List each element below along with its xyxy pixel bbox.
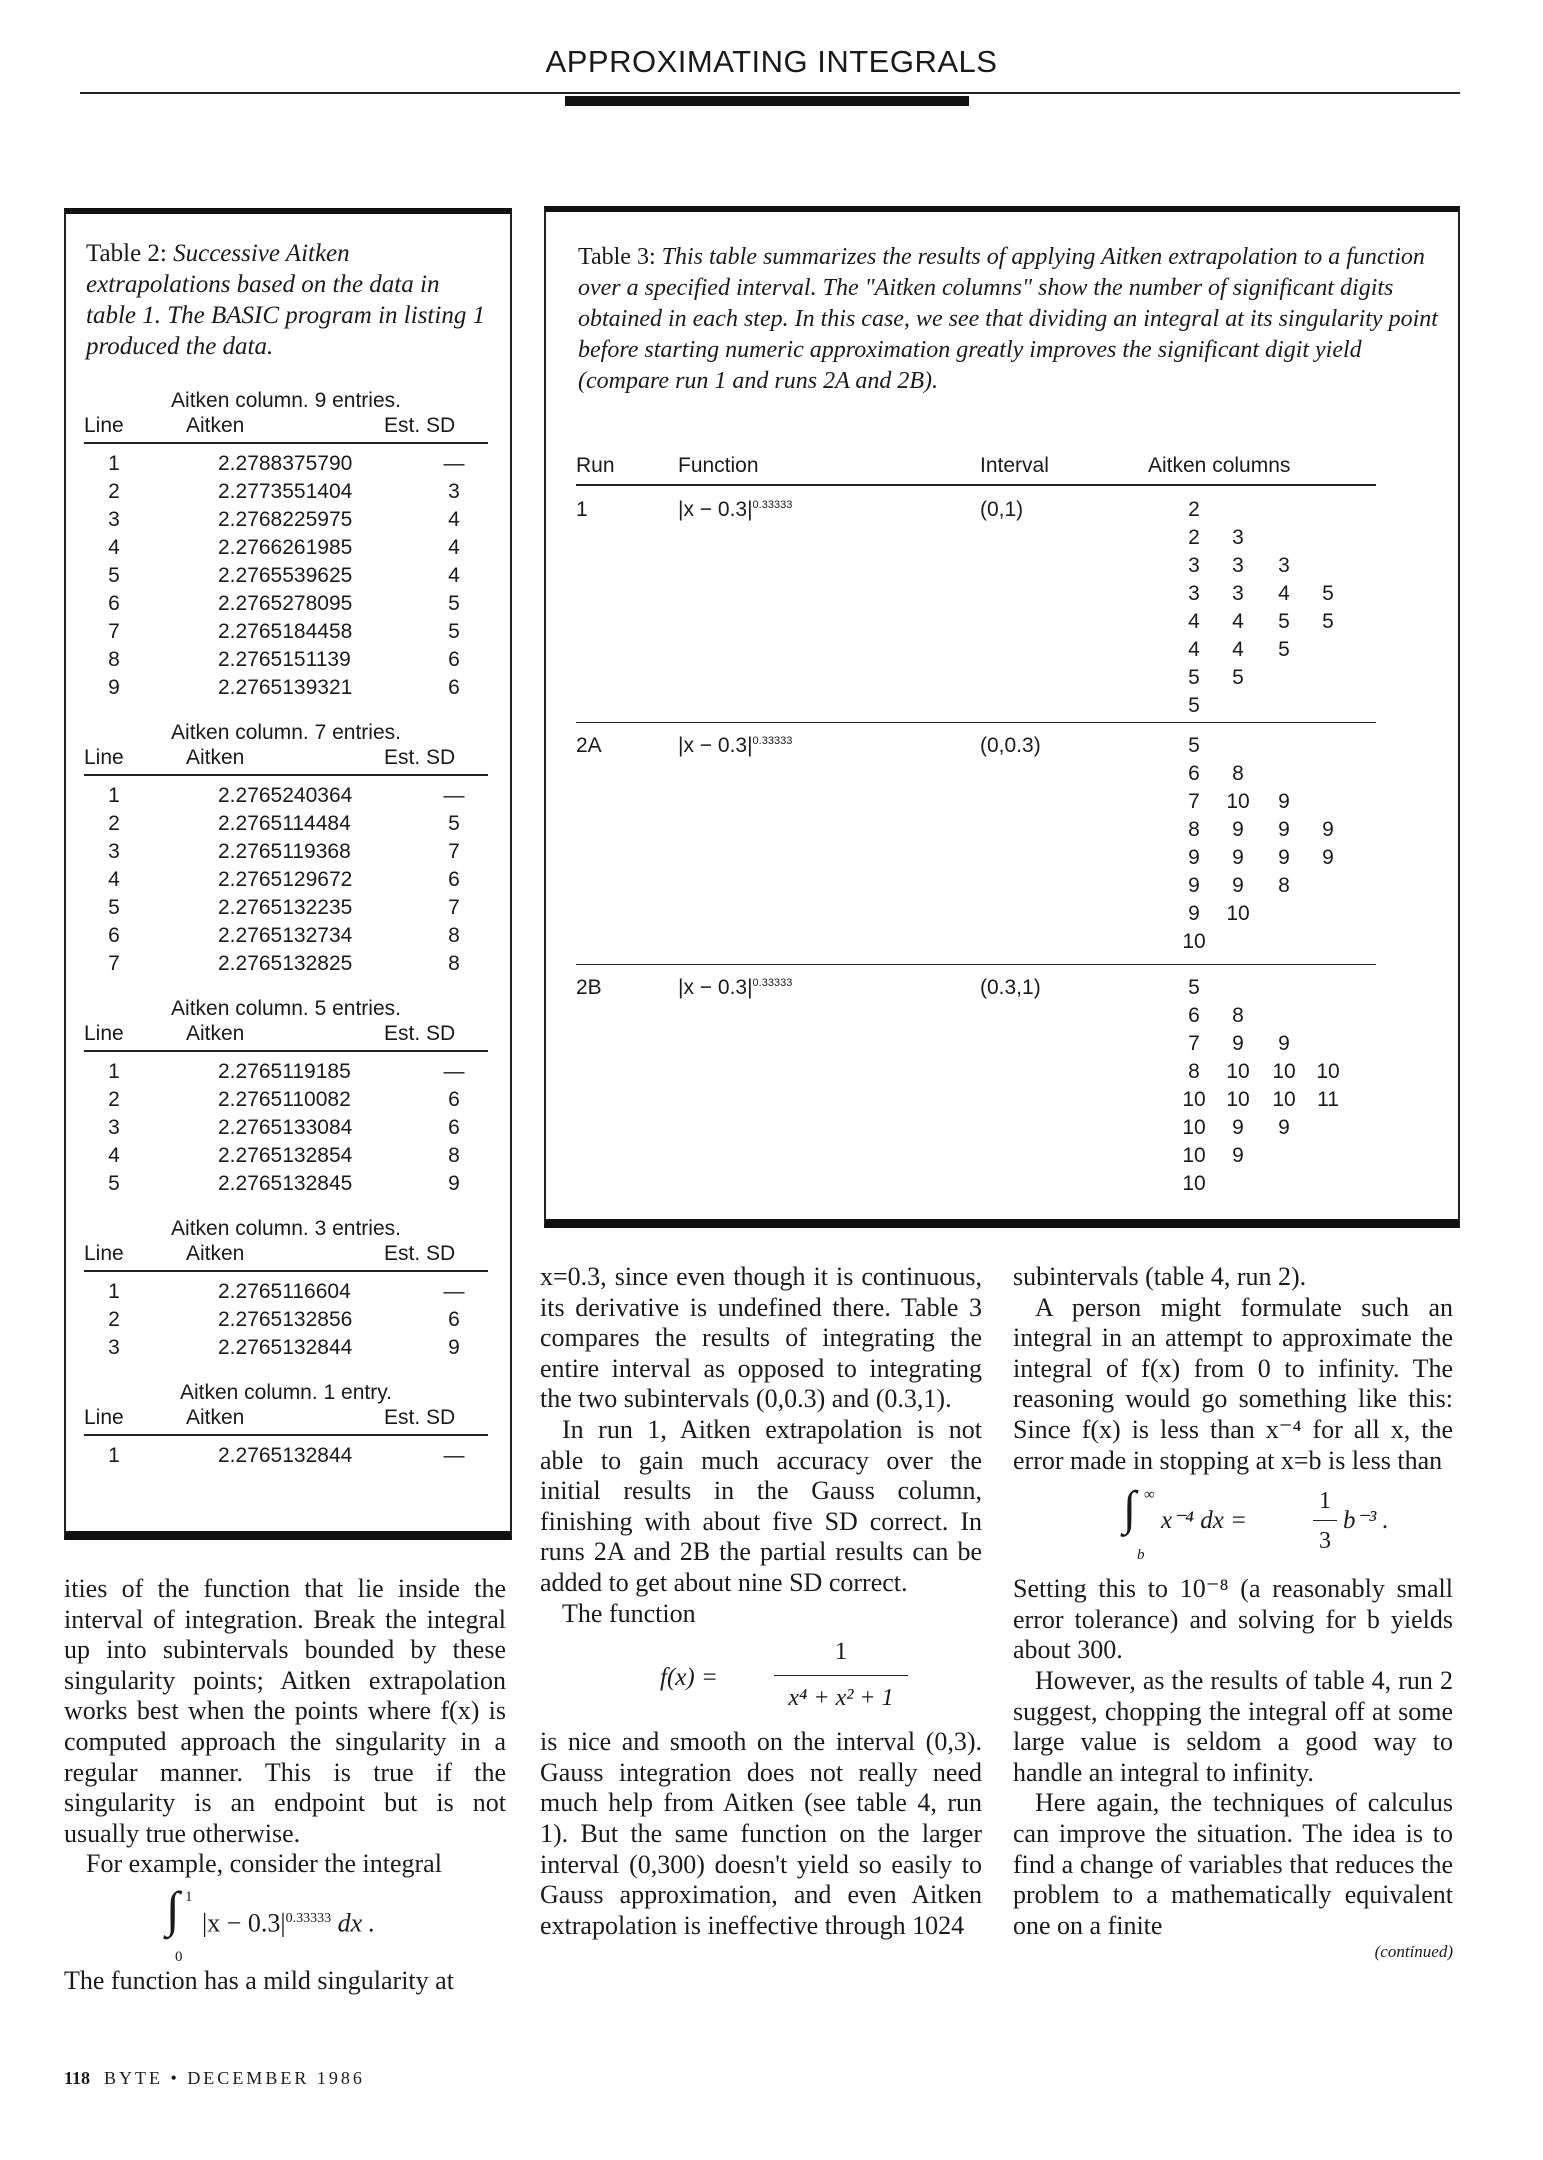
formula-denominator: x⁴ + x² + 1 — [788, 1685, 894, 1712]
formula-numerator: 1 — [834, 1638, 848, 1666]
line-cell: 1 — [108, 1060, 120, 1083]
table2-column-header: Line — [84, 1406, 124, 1429]
line-cell: 8 — [108, 648, 120, 671]
line-cell: 9 — [108, 676, 120, 699]
table-row — [84, 564, 488, 592]
aitken-digit-cell: 5 — [1278, 610, 1290, 633]
line-cell: 5 — [108, 564, 120, 587]
est-sd-cell: 5 — [448, 812, 460, 835]
table2-column-header: Aitken — [186, 414, 245, 437]
est-sd-cell: 6 — [448, 1088, 460, 1111]
aitken-digit-cell: 6 — [1188, 762, 1200, 785]
table3-column-header: Function — [678, 454, 759, 477]
table2-column-header: Est. SD — [384, 1406, 456, 1429]
table3-function — [678, 976, 792, 1004]
col2-formula — [540, 1629, 982, 1727]
line-cell: 1 — [108, 1280, 120, 1303]
aitken-digit-cell: 9 — [1322, 818, 1334, 841]
col1-paragraph-2: For example, consider the integral — [86, 1849, 442, 1879]
table-row — [84, 924, 488, 952]
aitken-cell: 2.2765139321 — [218, 676, 353, 699]
integral-lower: 0 — [175, 1948, 183, 1965]
table-row — [84, 1308, 488, 1336]
table2-column-header: Aitken — [186, 746, 245, 769]
aitken-cell: 2.2765132235 — [218, 896, 353, 919]
aitken-cell: 2.2765119185 — [218, 1060, 351, 1083]
table2-caption-text: Successive Aitken extrapolations based on the data in table 1. The BASIC program in listing 1 produced the data. — [86, 240, 486, 360]
table-row — [84, 784, 488, 812]
aitken-digit-cell: 10 — [1226, 790, 1250, 813]
col3-formula — [1013, 1476, 1453, 1574]
page-footer — [64, 2068, 365, 2089]
aitken-cell: 2.2765116604 — [218, 1280, 351, 1303]
aitken-digit-cell: 7 — [1188, 1032, 1200, 1055]
col2-paragraph-3: The function — [562, 1598, 696, 1628]
aitken-digit-cell: 5 — [1188, 734, 1200, 757]
function-base: |x − 0.3| — [678, 976, 753, 999]
aitken-digit-cell: 8 — [1278, 874, 1290, 897]
header-bar — [565, 96, 969, 106]
aitken-digit-cell: 6 — [1188, 1004, 1200, 1027]
table2-column-header: Line — [84, 414, 124, 437]
table-row — [84, 1060, 488, 1088]
table-row — [84, 592, 488, 620]
aitken-digit-cell: 9 — [1278, 1032, 1290, 1055]
integral-sign: ∫ — [166, 1880, 180, 1937]
table3-interval: (0,0.3) — [980, 734, 1041, 757]
integral-upper: ∞ — [1144, 1487, 1155, 1504]
line-cell: 3 — [108, 840, 120, 863]
table-row — [84, 676, 488, 704]
table3-interval: (0.3,1) — [980, 976, 1041, 999]
aitken-digit-cell: 10 — [1226, 1060, 1250, 1083]
page-header-title: APPROXIMATING INTEGRALS — [545, 44, 998, 79]
line-cell: 3 — [108, 508, 120, 531]
aitken-cell: 2.2765114484 — [218, 812, 351, 835]
line-cell: 5 — [108, 896, 120, 919]
col3-paragraph-2: A person might formulate such an integral in an attempt to approximate the integral of f(x) from 0 to infinity. The reasoning would go something like this: Since f(x) is less than x⁻⁴ for all x, the error made in stopping at x=b is less than — [1013, 1292, 1453, 1475]
table2-label: Table 2: — [86, 240, 167, 267]
table-row — [84, 648, 488, 676]
aitken-digit-cell: 9 — [1278, 790, 1290, 813]
column-1 — [64, 1574, 506, 1997]
table2-section — [84, 388, 488, 704]
table3-function — [678, 734, 792, 762]
table-row — [84, 452, 488, 480]
aitken-digit-cell: 9 — [1322, 846, 1334, 869]
table-row — [84, 1444, 488, 1472]
aitken-digit-cell: 2 — [1188, 526, 1200, 549]
aitken-digit-cell: 10 — [1272, 1060, 1296, 1083]
fraction-bar — [1313, 1520, 1337, 1521]
aitken-digit-cell: 10 — [1182, 1088, 1206, 1111]
col1-paragraph-3: The function has a mild singularity at — [64, 1965, 454, 1995]
aitken-digit-cell: 10 — [1272, 1088, 1296, 1111]
est-sd-cell: 6 — [448, 648, 460, 671]
table2-section-title: Aitken column. 7 entries. — [171, 721, 401, 744]
est-sd-cell: 8 — [448, 924, 460, 947]
aitken-digit-cell: 3 — [1232, 582, 1244, 605]
aitken-digit-cell: 3 — [1232, 554, 1244, 577]
table3-function — [678, 498, 792, 526]
aitken-digit-cell: 9 — [1232, 846, 1244, 869]
header-rule — [80, 92, 1460, 94]
aitken-digit-cell: 10 — [1182, 1116, 1206, 1139]
aitken-digit-cell: 9 — [1232, 874, 1244, 897]
table2-header-rule — [84, 1270, 488, 1272]
table-row — [84, 508, 488, 536]
formula-fraction-bar — [774, 1675, 908, 1676]
est-sd-cell: 6 — [448, 1308, 460, 1331]
footer-text: BYTE • DECEMBER 1986 — [104, 2068, 365, 2088]
line-cell: 3 — [108, 1116, 120, 1139]
est-sd-cell: 7 — [448, 896, 460, 919]
integral-upper: 1 — [185, 1888, 193, 1905]
aitken-cell: 2.2765110082 — [218, 1088, 351, 1111]
table2-column-header: Line — [84, 1242, 124, 1265]
aitken-cell: 2.2765129672 — [218, 868, 353, 891]
aitken-digit-cell: 10 — [1226, 1088, 1250, 1111]
line-cell: 1 — [108, 784, 120, 807]
table3-run-label: 2A — [576, 734, 602, 757]
table2-column-header: Est. SD — [384, 746, 456, 769]
aitken-digit-cell: 9 — [1278, 1116, 1290, 1139]
table2-column-header: Line — [84, 1022, 124, 1045]
table2-section-title: Aitken column. 3 entries. — [171, 1217, 401, 1240]
table2-header-row — [84, 1022, 488, 1048]
table-row — [84, 952, 488, 980]
function-exponent: 0.33333 — [752, 499, 793, 511]
col3-paragraph-1: subintervals (table 4, run 2). — [1013, 1262, 1307, 1291]
col2-paragraph-1: x=0.3, since even though it is continuous, its derivative is undefined there. Table 3 compares the results of integrating the entire interval as opposed to integrating the two subintervals (0,0.3) and (0.3,1). — [540, 1262, 982, 1414]
fraction-denominator: 3 — [1319, 1528, 1331, 1555]
aitken-digit-cell: 9 — [1188, 846, 1200, 869]
column-2 — [540, 1262, 982, 1941]
est-sd-cell: — — [443, 1280, 465, 1303]
est-sd-cell: — — [443, 784, 465, 807]
est-sd-cell: — — [443, 1444, 465, 1467]
line-cell: 3 — [108, 1336, 120, 1359]
line-cell: 2 — [108, 1308, 120, 1331]
est-sd-cell: 4 — [448, 564, 460, 587]
table2-header-rule — [84, 442, 488, 444]
table3-caption-text: This table summarizes the results of applying Aitken extrapolation to a function over a specified interval. The "Aitken columns" show the number of significant digits obtained in each step. In this case, we see that dividing an integral at its singularity point before starting numeric approximation greatly improves the significant digit yield (compare run 1 and runs 2A and 2B). — [578, 244, 1438, 394]
table-row — [84, 1144, 488, 1172]
aitken-cell: 2.2765151139 — [218, 648, 351, 671]
aitken-digit-cell: 3 — [1232, 526, 1244, 549]
aitken-cell: 2.2765119368 — [218, 840, 351, 863]
aitken-digit-cell: 8 — [1188, 818, 1200, 841]
aitken-cell: 2.2765132854 — [218, 1144, 353, 1167]
aitken-digit-cell: 4 — [1188, 638, 1200, 661]
est-sd-cell: 4 — [448, 508, 460, 531]
aitken-digit-cell: 9 — [1278, 846, 1290, 869]
table-row — [84, 1336, 488, 1364]
table2-column-header: Aitken — [186, 1242, 245, 1265]
table-row — [84, 536, 488, 564]
integral-tail: dx . — [331, 1908, 376, 1938]
aitken-cell: 2.2765133084 — [218, 1116, 353, 1139]
est-sd-cell: — — [443, 452, 465, 475]
aitken-cell: 2.2788375790 — [218, 452, 353, 475]
aitken-cell: 2.2765539625 — [218, 564, 353, 587]
table2-section-title: Aitken column. 1 entry. — [179, 1381, 393, 1404]
table2-header-row — [84, 746, 488, 772]
table2-column-header: Est. SD — [384, 1022, 456, 1045]
table3-run-label: 1 — [576, 498, 588, 521]
line-cell: 5 — [108, 1172, 120, 1195]
table2-section — [84, 720, 488, 980]
aitken-digit-cell: 9 — [1232, 1116, 1244, 1139]
est-sd-cell: 3 — [448, 480, 460, 503]
aitken-cell: 2.2768225975 — [218, 508, 353, 531]
col3-paragraph-4: However, as the results of table 4, run 2 suggest, chopping the integral off at some large value is seldom a good way to handle an integral to infinity. — [1013, 1665, 1453, 1787]
continued-label: (continued) — [1374, 1942, 1453, 1962]
table3 — [576, 454, 1440, 1214]
table2-header-rule — [84, 1050, 488, 1052]
aitken-digit-cell: 10 — [1182, 1144, 1206, 1167]
aitken-cell: 2.2765184458 — [218, 620, 353, 643]
function-base: |x − 0.3| — [678, 498, 753, 521]
est-sd-cell: 8 — [448, 952, 460, 975]
aitken-digit-cell: 9 — [1188, 902, 1200, 925]
aitken-digit-cell: 9 — [1232, 1032, 1244, 1055]
aitken-digit-cell: 5 — [1278, 638, 1290, 661]
page-number: 118 — [64, 2068, 91, 2088]
line-cell: 2 — [108, 1088, 120, 1111]
aitken-digit-cell: 7 — [1188, 790, 1200, 813]
table2-header-rule — [84, 1434, 488, 1436]
col2-paragraph-2: In run 1, Aitken extrapolation is not able to gain much accuracy over the initial results in the Gauss column, finishing with about five SD correct. In runs 2A and 2B the partial results can be added to get about nine SD correct. — [540, 1414, 982, 1597]
aitken-digit-cell: 9 — [1232, 1144, 1244, 1167]
est-sd-cell: 5 — [448, 592, 460, 615]
table2-column-header: Est. SD — [384, 414, 456, 437]
table2-column-header: Line — [84, 746, 124, 769]
aitken-digit-cell: 9 — [1278, 818, 1290, 841]
formula-lhs: f(x) = — [660, 1664, 718, 1692]
table3-column-header: Aitken columns — [1148, 454, 1291, 477]
table3-run-rule — [576, 722, 1376, 723]
line-cell: 7 — [108, 620, 120, 643]
aitken-digit-cell: 9 — [1232, 818, 1244, 841]
col1-integral — [64, 1880, 506, 1966]
col3-paragraph-5: Here again, the techniques of calculus can improve the situation. The idea is to find a change of variables that reduces the problem to a mathematically equivalent one on a finite — [1013, 1788, 1453, 1940]
integral-body: x⁻⁴ dx = — [1161, 1507, 1247, 1535]
est-sd-cell: 6 — [448, 676, 460, 699]
table3-interval: (0,1) — [980, 498, 1024, 521]
aitken-cell: 2.2765132844 — [218, 1444, 353, 1467]
integral-exp: 0.33333 — [285, 1910, 332, 1926]
aitken-digit-cell: 10 — [1182, 1172, 1206, 1195]
line-cell: 4 — [108, 1144, 120, 1167]
aitken-digit-cell: 5 — [1322, 610, 1334, 633]
table2 — [84, 388, 488, 1488]
aitken-digit-cell: 10 — [1226, 902, 1250, 925]
table3-label: Table 3: — [578, 244, 656, 270]
table-row — [84, 1088, 488, 1116]
line-cell: 2 — [108, 480, 120, 503]
line-cell: 1 — [108, 1444, 120, 1467]
table-row — [84, 620, 488, 648]
table2-header-row — [84, 1406, 488, 1432]
est-sd-cell: 9 — [448, 1172, 460, 1195]
table2-section-title: Aitken column. 9 entries. — [171, 389, 401, 412]
aitken-digit-cell: 10 — [1316, 1060, 1340, 1083]
function-exponent: 0.33333 — [752, 977, 793, 989]
table3-run-label: 2B — [576, 976, 602, 999]
function-exponent: 0.33333 — [752, 735, 793, 747]
est-sd-cell: 6 — [448, 1116, 460, 1139]
table2-section — [84, 1216, 488, 1364]
aitken-digit-cell: 4 — [1188, 610, 1200, 633]
line-cell: 4 — [108, 536, 120, 559]
aitken-digit-cell: 4 — [1232, 610, 1244, 633]
aitken-digit-cell: 4 — [1278, 582, 1290, 605]
aitken-cell: 2.2765132734 — [218, 924, 353, 947]
aitken-cell: 2.2765278095 — [218, 592, 353, 615]
table2-section — [84, 1380, 488, 1472]
est-sd-cell: 4 — [448, 536, 460, 559]
aitken-digit-cell: 4 — [1232, 638, 1244, 661]
est-sd-cell: 9 — [448, 1336, 460, 1359]
table2-section-title: Aitken column. 5 entries. — [171, 997, 401, 1020]
table3-column-header: Run — [576, 454, 615, 477]
integral-lower: b — [1137, 1547, 1145, 1564]
table-row — [84, 812, 488, 840]
line-cell: 7 — [108, 952, 120, 975]
aitken-digit-cell: 11 — [1317, 1088, 1339, 1111]
function-base: |x − 0.3| — [678, 734, 753, 757]
aitken-digit-cell: 8 — [1232, 762, 1244, 785]
table3-column-header: Interval — [980, 454, 1049, 477]
table2-caption — [86, 238, 486, 362]
aitken-cell: 2.2765132845 — [218, 1172, 353, 1195]
table3-run-rule — [576, 964, 1376, 965]
table2-header-row — [84, 414, 488, 440]
aitken-digit-cell: 5 — [1188, 694, 1200, 717]
aitken-digit-cell: 5 — [1322, 582, 1334, 605]
table-row — [84, 1116, 488, 1144]
aitken-digit-cell: 8 — [1188, 1060, 1200, 1083]
aitken-digit-cell: 5 — [1188, 666, 1200, 689]
aitken-cell: 2.2765132856 — [218, 1308, 353, 1331]
line-cell: 4 — [108, 868, 120, 891]
aitken-cell: 2.2765240364 — [218, 784, 353, 807]
est-sd-cell: 6 — [448, 868, 460, 891]
table-row — [84, 1172, 488, 1200]
fraction-numerator: 1 — [1319, 1488, 1331, 1515]
aitken-cell: 2.2765132825 — [218, 952, 353, 975]
column-3 — [1013, 1262, 1453, 1963]
est-sd-cell: 7 — [448, 840, 460, 863]
aitken-digit-cell: 8 — [1232, 1004, 1244, 1027]
table3-header-rule — [576, 484, 1376, 486]
col2-paragraph-4: is nice and smooth on the interval (0,3). Gauss integration does not really need much help from Aitken (see table 4, run 1). But the same function on the larger interval (0,300) doesn't yield so easily to Gauss approximation, and even Aitken extrapolation is ineffective through 1024 — [540, 1727, 982, 1940]
est-sd-cell: 5 — [448, 620, 460, 643]
aitken-digit-cell: 10 — [1182, 930, 1206, 953]
table3-caption — [578, 242, 1438, 397]
aitken-digit-cell: 3 — [1188, 554, 1200, 577]
table2-header-rule — [84, 774, 488, 776]
table2-header-row — [84, 1242, 488, 1268]
aitken-cell: 2.2766261985 — [218, 536, 353, 559]
aitken-digit-cell: 3 — [1278, 554, 1290, 577]
col1-paragraph-1: ities of the function that lie inside the interval of integration. Break the integral up into subintervals bounded by these singularity points; Aitken extrapolation works best when the points where f(x) is computed approach the singularity in a regular manner. This is true if the singularity is an endpoint but is not usually true otherwise. — [64, 1574, 506, 1848]
table2-column-header: Est. SD — [384, 1242, 456, 1265]
line-cell: 1 — [108, 452, 120, 475]
integral-body: |x − 0.3| — [202, 1908, 286, 1938]
aitken-digit-cell: 2 — [1188, 498, 1200, 521]
table2-column-header: Aitken — [186, 1406, 245, 1429]
col3-paragraph-3: Setting this to 10⁻⁸ (a reasonably small error tolerance) and solving for b yields about 300. — [1013, 1574, 1453, 1665]
aitken-digit-cell: 5 — [1188, 976, 1200, 999]
integral-tail: b⁻³ . — [1343, 1507, 1389, 1535]
table-row — [84, 868, 488, 896]
aitken-digit-cell: 3 — [1188, 582, 1200, 605]
line-cell: 6 — [108, 592, 120, 615]
est-sd-cell: 8 — [448, 1144, 460, 1167]
aitken-cell: 2.2773551404 — [218, 480, 353, 503]
integral-sign: ∫ — [1123, 1482, 1137, 1536]
est-sd-cell: — — [443, 1060, 465, 1083]
table-row — [84, 896, 488, 924]
table-row — [84, 480, 488, 508]
table2-column-header: Aitken — [186, 1022, 245, 1045]
aitken-digit-cell: 9 — [1188, 874, 1200, 897]
line-cell: 6 — [108, 924, 120, 947]
table2-section — [84, 996, 488, 1200]
aitken-digit-cell: 5 — [1232, 666, 1244, 689]
table-row — [84, 1280, 488, 1308]
line-cell: 2 — [108, 812, 120, 835]
table-row — [84, 840, 488, 868]
aitken-cell: 2.2765132844 — [218, 1336, 353, 1359]
